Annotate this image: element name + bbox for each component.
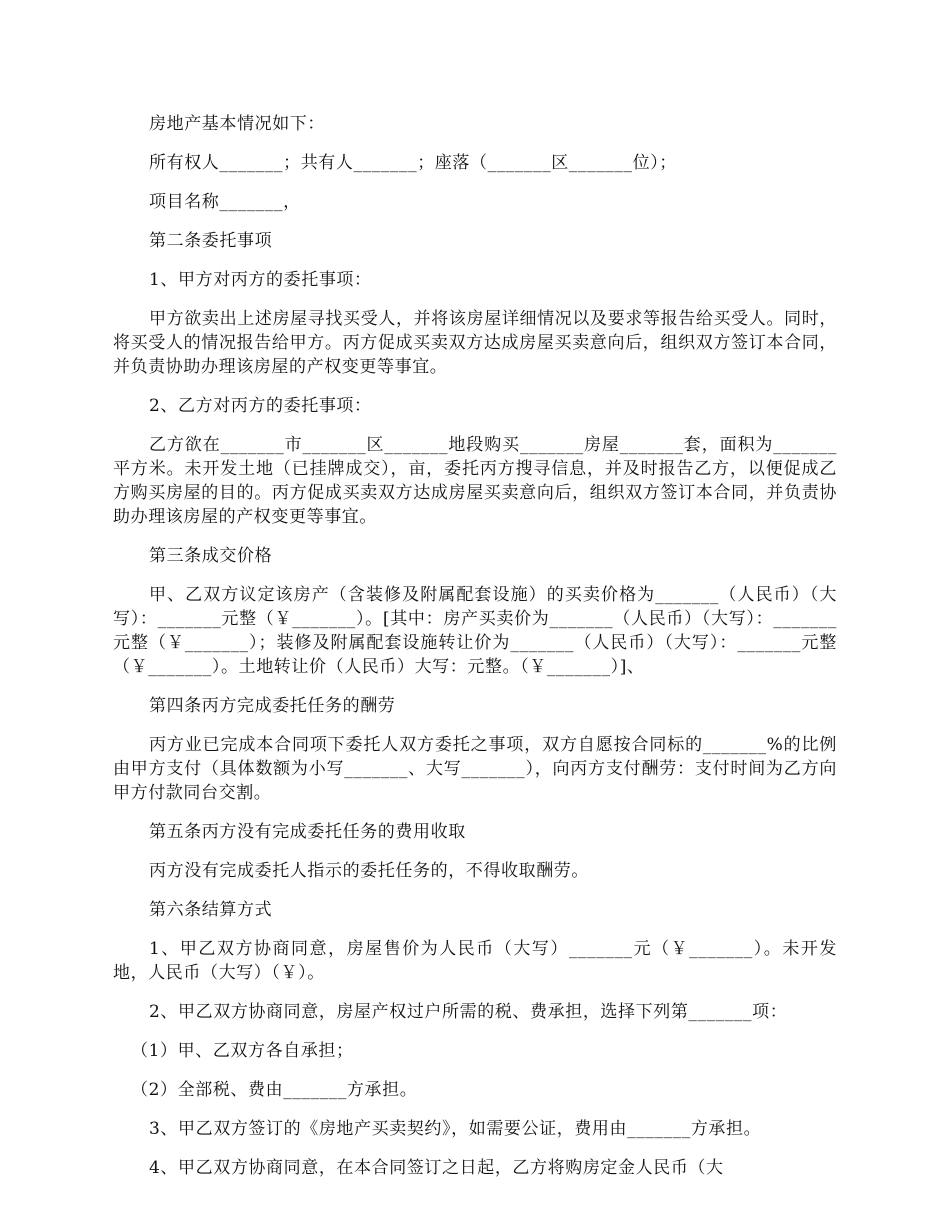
paragraph-party-b-commission-body: 乙方欲在_______市_______区_______地段购买_______房屋_______套，面积为_______平方米。未开发土地（已挂牌成交），亩，委托丙方搜寻信息，并及时报告乙方，以便促成乙方购买房屋的目的。丙方促成买卖双方达成房屋买卖意向后，组织双方签订本合同，并负责协助办理该房屋的产权变更等事宜。 <box>113 435 837 527</box>
paragraph-project-name: 项目名称_______， <box>149 192 301 212</box>
paragraph-no-fee: 丙方没有完成委托人指示的委托任务的，不得收取酬劳。 <box>149 861 589 881</box>
paragraph-property-basics-heading: 房地产基本情况如下： <box>149 114 325 134</box>
paragraph-settlement-1: 1、甲乙双方协商同意，房屋售价为人民币（大写）_______元（￥_______）。未开发地，人民币（大写）（￥）。 <box>113 939 837 983</box>
paragraph-transaction-price: 甲、乙双方议定该房产（含装修及附属配套设施）的买卖价格为_______（人民币）（大写）：_______元整（￥_______）。[其中：房产买卖价为_______（人民币）（大写）：_______元整（￥_______）；装修及附属配套设施转让价为_______（人民币）（大写）：_______元整（￥_______）。土地转让价（人民币）大写：元整。（￥_______）]、 <box>113 585 837 677</box>
article-6-heading: 第六条结算方式 <box>149 900 273 920</box>
paragraph-option-2: （2）全部税、费由_______方承担。 <box>131 1080 418 1100</box>
paragraph-party-b-commission-heading: 2、乙方对丙方的委托事项： <box>149 396 372 416</box>
article-2-heading: 第二条委托事项 <box>149 231 273 251</box>
document-body <box>113 112 837 1195</box>
article-3-heading: 第三条成交价格 <box>149 546 273 566</box>
paragraph-settlement-4: 4、甲乙双方协商同意，在本合同签订之日起，乙方将购房定金人民币（大 <box>149 1158 724 1178</box>
paragraph-party-a-commission-heading: 1、甲方对丙方的委托事项： <box>149 270 372 290</box>
paragraph-option-1: （1）甲、乙双方各自承担； <box>131 1041 354 1061</box>
paragraph-remuneration: 丙方业已完成本合同项下委托人双方委托之事项，双方自愿按合同标的_______%的比例由甲方支付（具体数额为小写_______、大写_______），向丙方支付酬劳：支付时间为乙方向甲方付款同台交割。 <box>113 735 837 803</box>
paragraph-owner-info: 所有权人_______；共有人_______；座落（_______区_______位）； <box>149 153 677 173</box>
paragraph-party-a-commission-body: 甲方欲卖出上述房屋寻找买受人，并将该房屋详细情况以及要求等报告给买受人。同时，将买受人的情况报告给甲方。丙方促成买卖双方达成房屋买卖意向后，组织双方签订本合同，并负责协助办理该房屋的产权变更等事宜。 <box>113 309 837 377</box>
paragraph-settlement-3: 3、甲乙双方签订的《房地产买卖契约》，如需要公证，费用由_______方承担。 <box>149 1119 762 1139</box>
article-4-heading: 第四条丙方完成委托任务的酬劳 <box>149 696 396 716</box>
article-5-heading: 第五条丙方没有完成委托任务的费用收取 <box>149 822 466 842</box>
paragraph-settlement-2: 2、甲乙双方协商同意，房屋产权过户所需的税、费承担，选择下列第_______项： <box>149 1002 788 1022</box>
